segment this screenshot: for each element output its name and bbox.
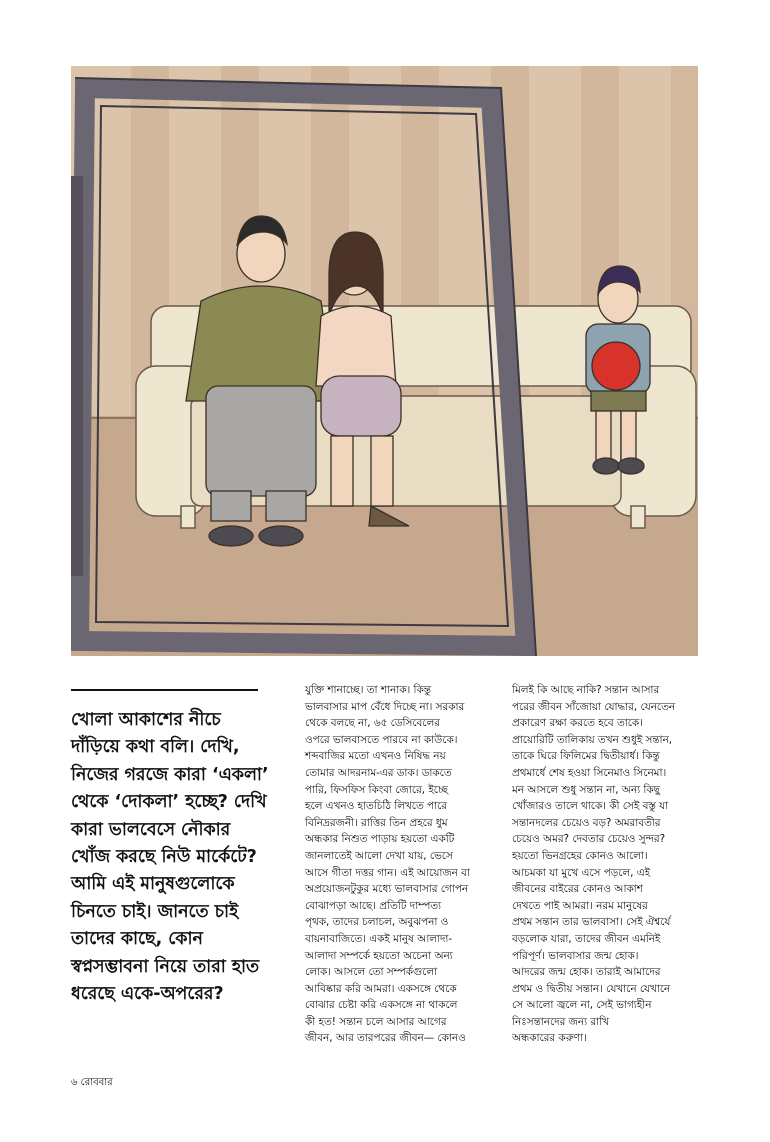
body-line: নিঃসন্তানদের জন্য রাখি	[512, 1015, 609, 1028]
body-line: বোঝাপড়া আছে। প্রতিটি দাম্পত্য	[305, 899, 442, 912]
body-line: চেয়েও অমর? দেবতার চেয়েও সুন্দর?	[512, 833, 666, 846]
body-line: জীবন, আর তারপরের জীবন— কোনও	[305, 1032, 466, 1045]
body-line: দেখতে পাই আমরা। নরম মানুষের	[512, 899, 648, 912]
body-line: বায়নাবাজিতে। একই মানুষ আলাদা-	[305, 932, 453, 945]
body-line: সে আলো জ্বলে না, সেই ভাগ্যহীন	[512, 999, 652, 1012]
body-line: লোক। আসলে তো সম্পর্কগুলো	[305, 966, 438, 979]
body-line: থেকে বলছে না, ৬৫ ডেসিবেলের	[305, 717, 440, 730]
illustration	[71, 66, 698, 656]
body-line: সন্তানদলের চেয়েও বড়? অমরাবতীর	[512, 816, 661, 829]
page-footer: ৬ রোববার	[71, 1077, 113, 1088]
body-line: মিলই কি আছে নাকি? সন্তান আসার	[512, 684, 660, 696]
pull-quote: খোলা আকাশের নীচে দাঁড়িয়ে কথা বলি। দেখি, নিজের গরজে কারা ‘একলা’ থেকে ‘দোকলা’ হচ্ছে? দেখি কারা ভালবেসে নৌকার খোঁজ করছে নিউ মার্কেটে? আমি এই মানুষগুলোকে চিনতে চাই। জানতে চাই তাদের কাছে, কোন স্বপ্নসম্ভাবনা নিয়ে তারা হাত ধরেছে একে-অপরের?	[71, 710, 269, 1005]
body-line: মন আসলে শুধু সন্তান না, অন্য কিছু	[512, 783, 660, 796]
body-line: শব্দবাজির মতো এখনও নিষিদ্ধ নয়	[305, 750, 446, 763]
body-line: হলে এখনও হাতচিঠি লিখতে পারে	[305, 800, 448, 813]
body-line: জানলাতেই আলো দেখা যায়, ভেসে	[305, 849, 453, 862]
body-line: প্রায়োরিটি তালিকায় তখন শুধুই সন্তান,	[512, 733, 673, 746]
body-line: তোমার আদরনাম-এর ডাক। ডাকতে	[305, 766, 452, 779]
body-line: আচমকা যা মুখে এসে পড়লে, এই	[512, 866, 651, 879]
couple-on-sofa-illustration	[71, 66, 698, 656]
body-line: পারি, ফিসফিস কিংবা জোরে, ইচ্ছে	[305, 783, 448, 796]
pull-quote-rule	[71, 689, 258, 691]
body-line: আলাদা সম্পর্কে হয়তো অচেনা অন্য	[305, 949, 453, 962]
body-line: কী হত! সন্তান চলে আসার আগের	[305, 1015, 447, 1028]
body-line: প্রথমার্ধে শেষ হওয়া সিনেমাও সিনেমা।	[512, 766, 667, 779]
body-line: পৃথক, তাদের চলাচল, অবুঝপনা ও	[305, 916, 449, 929]
body-line: যুক্তি শানাচ্ছে। তা শানাক। কিন্তু	[305, 684, 431, 696]
body-column-2	[512, 682, 702, 1047]
body-line: পরের জীবন সাঁজোয়া যোদ্ধার, যেনতেন	[512, 700, 676, 713]
red-ball	[592, 342, 640, 390]
body-line: ওপরে ভালবাসতে পারবে না কাউকে।	[305, 733, 458, 746]
body-line: তাকে ঘিরে ফিলিমের দ্বিতীয়ার্ধ। কিন্তু	[512, 750, 660, 763]
body-line: অন্ধকারের করুণা।	[512, 1032, 587, 1045]
body-line: হয়তো ভিনগ্রহের কোনও আলো।	[512, 849, 648, 862]
body-line: আদরের জন্ম হোক। তারাই আমাদের	[512, 966, 661, 979]
body-line: জীবনের বাইরের কোনও আকাশ	[512, 883, 643, 896]
body-line: অপ্রয়োজনটুকুর মধ্যে ভালবাসার গোপন	[305, 883, 469, 896]
body-line: প্রকারেণ রক্ষা করতে হবে তাকে।	[512, 717, 643, 730]
body-column-1	[305, 682, 500, 1047]
body-line: আবিষ্কার করি আমরা। একসঙ্গে থেকে	[305, 982, 457, 995]
body-line: খোঁজারও তালে থাকে। কী সেই বস্তু যা	[512, 800, 669, 813]
body-line: প্রথম সন্তান তার ভালবাসা। সেই ঐশ্বর্যে	[512, 916, 671, 929]
body-line: ভালবাসার মাপ বেঁধে দিচ্ছে না। সরকার	[305, 700, 465, 713]
body-line: বিনিদ্ররজনী। রাত্তির তিন প্রহরে ধুম	[305, 816, 448, 829]
body-line: আসে গীতা দত্তর গান। এই আয়োজন বা	[305, 866, 470, 879]
body-line: বড়লোক যারা, তাদের জীবন এমনিই	[512, 932, 661, 945]
body-line: বোঝার চেষ্টা করি একসঙ্গে না থাকলে	[305, 999, 458, 1012]
body-line: অন্ধকার নিশুত পাড়ায় হয়তো একটি	[305, 833, 455, 846]
body-line: পরিপূর্ণ। ভালবাসার জন্ম হোক।	[512, 949, 639, 962]
body-line: প্রথম ও দ্বিতীয় সন্তান। যেখানে যেখানে	[512, 982, 671, 995]
